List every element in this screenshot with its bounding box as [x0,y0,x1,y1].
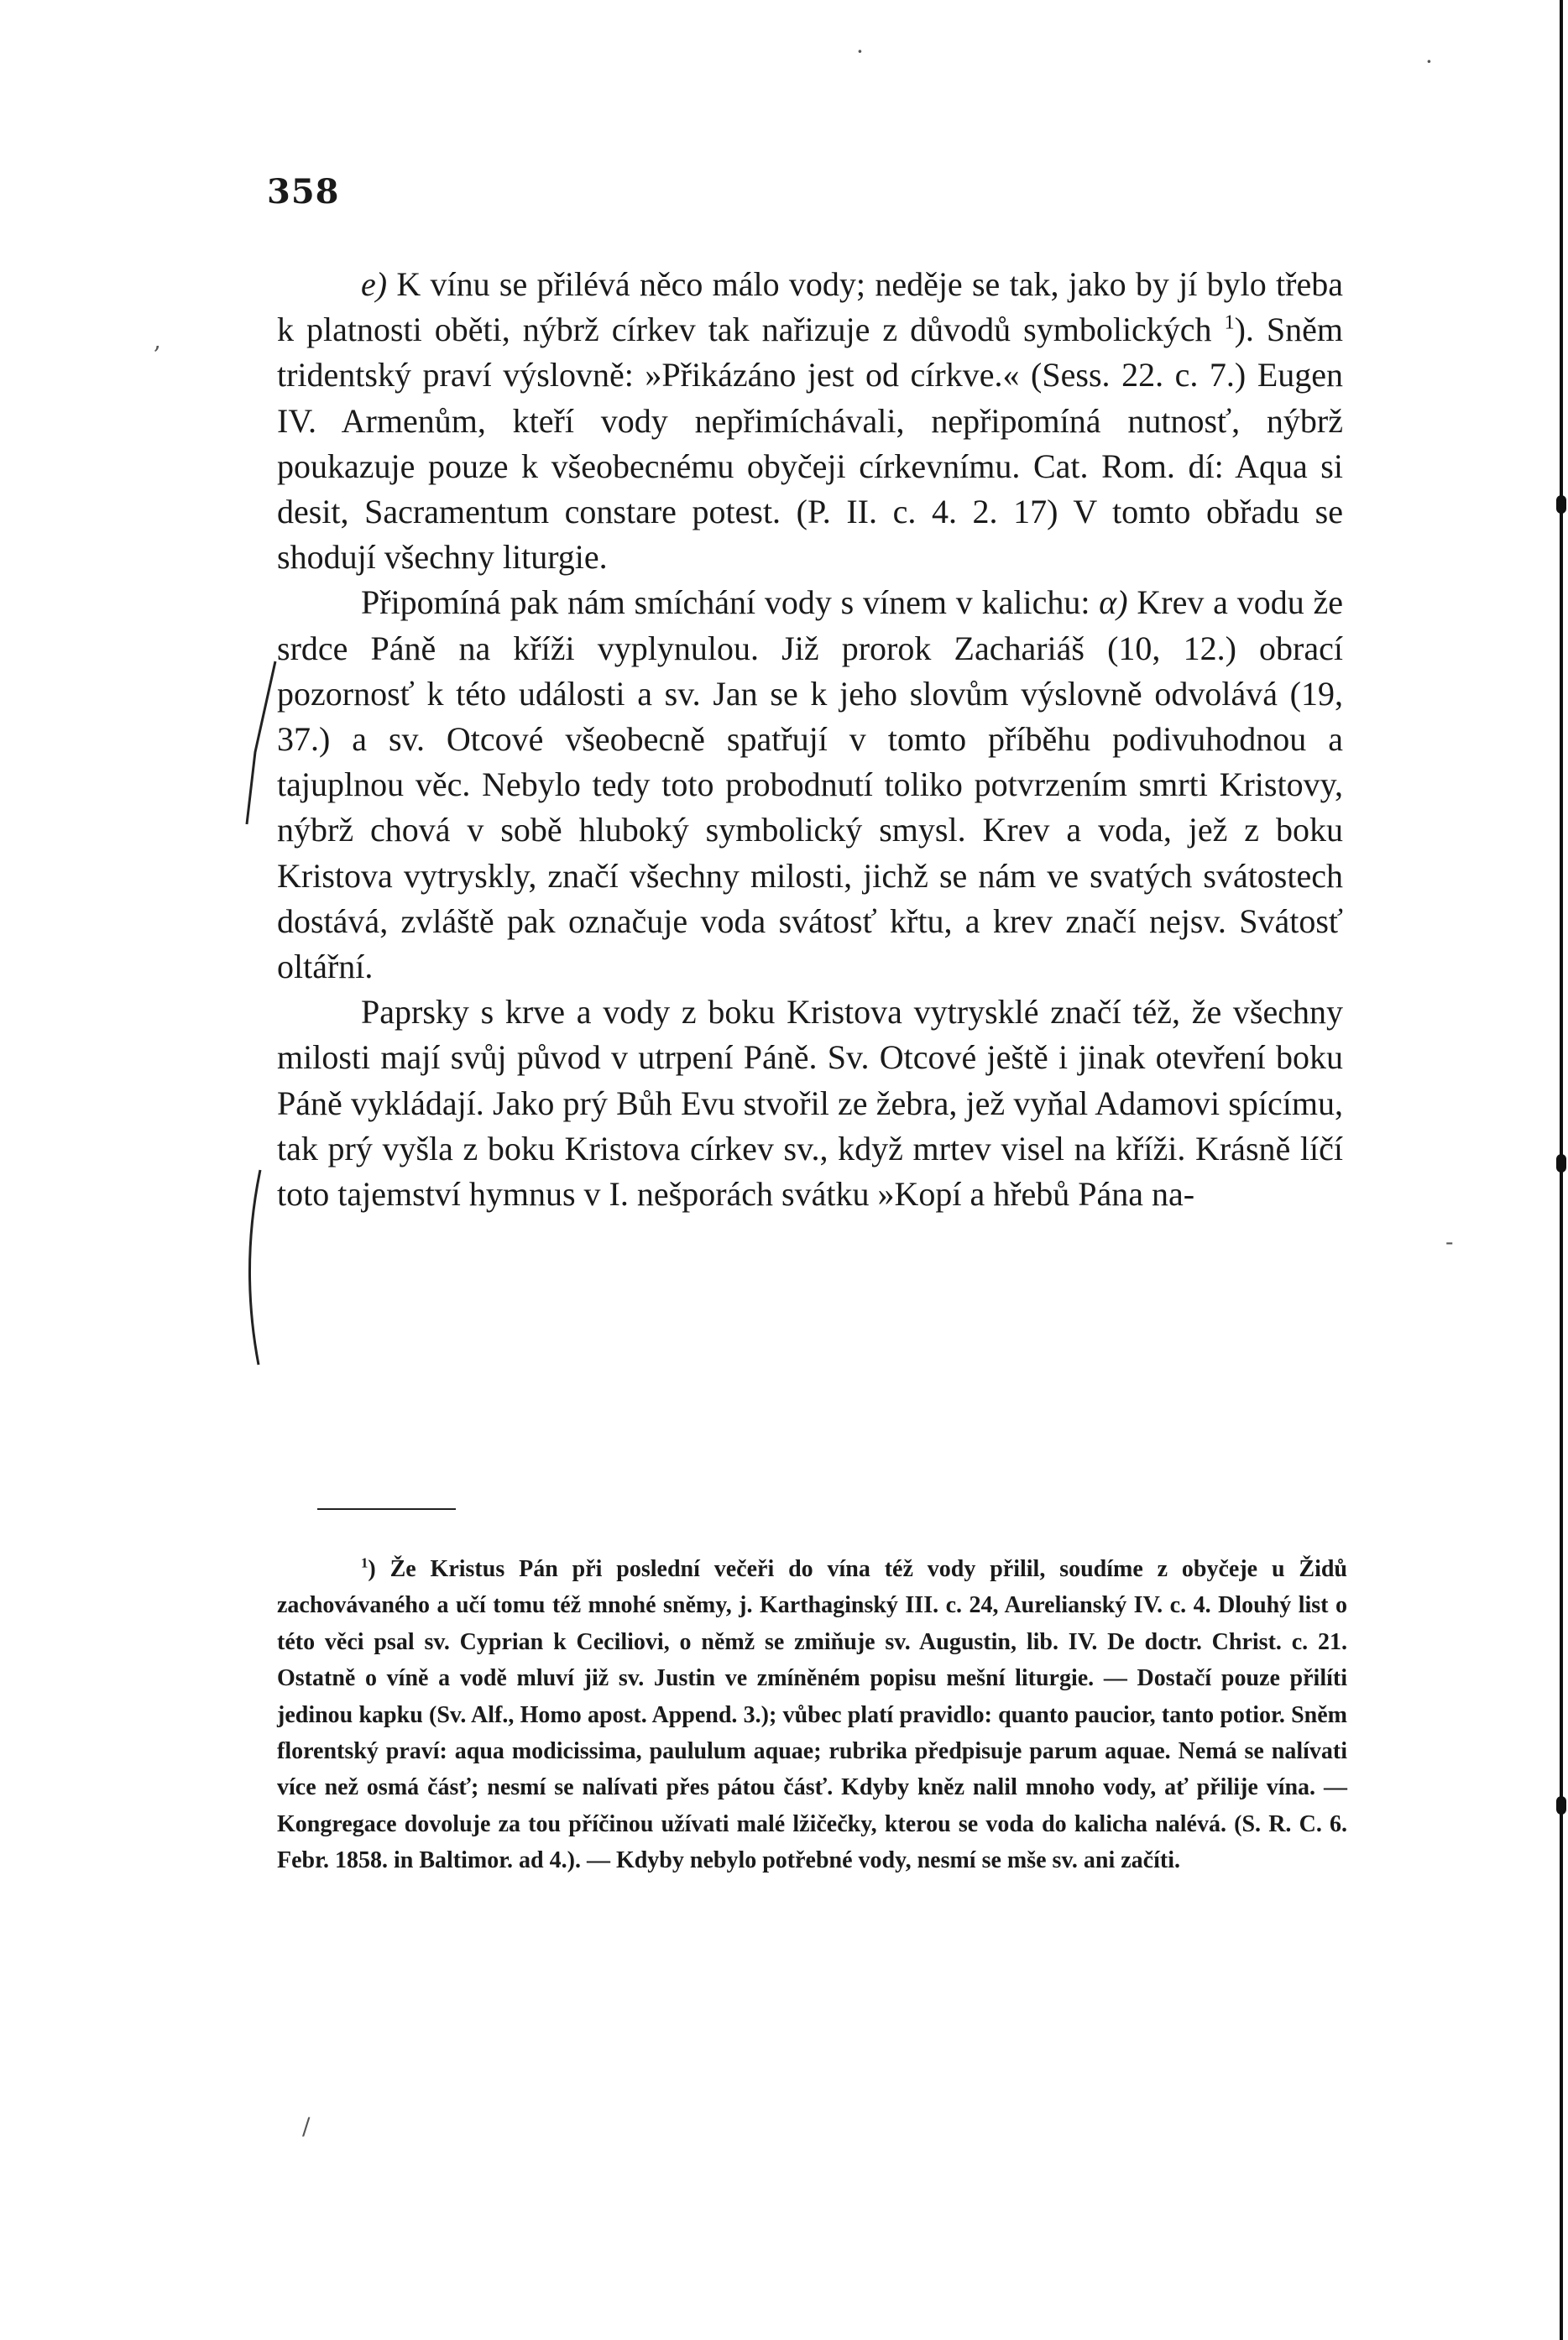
paragraph-text: Připomíná pak nám smíchání vody s vínem v kalichu: [361,583,1100,622]
page-edge-mark [1556,1154,1566,1173]
footnote-paragraph [277,1551,1347,1879]
item-letter: α) [1099,583,1128,622]
paragraph-text: ). Sněm tridentský praví výslovně: »Přikázáno jest od církve.« (Sess. 22. c. 7.) Eugen IV. Armenům, kteří vody nepřimíchávali, nepřipomíná nutnosť, nýbrž poukazuje pouze k všeobecnému obyčeji církevnímu. Cat. Rom. dí: Aqua si desit, Sacramentum constare potest. (P. II. c. 4. 2. 17) V tomto obřadu se shodují všechny liturgie. [277,311,1343,577]
scan-speck: · [1425,48,1433,76]
paragraph-text: Krev a vodu že srdce Páně na kříži vyplynulou. Již prorok Zachariáš (10, 12.) obrací pozornosť k této události a sv. Jan se k jeho slovům výslovně odvolává (19, 37.) a sv. Otcové všeobecně spatřují v tomto příběhu podivuhodnou a tajuplnou věc. Nebylo tedy toto probodnutí toliko potvrzením smrti Kristovy, nýbrž chová v sobě hluboký symbolický smysl. Krev a voda, jež z boku Kristova vytryskly, značí všechny milosti, jichž se nám ve svatých svátostech dostává, zvláště pak označuje voda svátosť křtu, a krev značí nejsv. Svátosť oltářní. [277,583,1343,986]
scan-speck: , [154,326,161,354]
paragraph [277,580,1343,990]
footnote-divider [317,1508,456,1510]
footnote-marker: 1 [361,1554,368,1571]
item-letter: e) [361,265,388,303]
page-edge-mark [1556,1796,1566,1815]
scan-speck: / [302,2113,311,2140]
paragraph-text: Paprsky s krve a vody z boku Kristova vytrysklé značí též, že všechny milosti mají svůj původ v utrpení Páně. Sv. Otcové ještě i jinak otevření boku Páně vykládají. Jako prý Bůh Evu stvořil ze žebra, jež vyňal Adamovi spícímu, tak prý vyšla z boku Kristova církev sv., když mrtev visel na kříži. Krásně líčí toto tajemství hymnus v I. nešporách svátku »Kopí a hřebů Pána na- [277,993,1343,1214]
scan-speck: - [1445,1228,1454,1256]
footnote-text: ) Že Kristus Pán při poslední večeři do vína též vody přilil, soudíme z obyčeje u Židů zachovávaného a učí tomu též mnohé sněmy, j. Karthaginský III. c. 24, Aurelianský IV. c. 4. Dlouhý list o této věci psal sv. Cyprian k Ceciliovi, o němž se zmiňuje sv. Augustin, lib. IV. De doctr. Christ. c. 21. Ostatně o víně a vodě mluví již sv. Justin ve zmíněném popisu mešní liturgie. — Dostačí pouze přilíti jedinou kapku (Sv. Alf., Homo apost. Append. 3.); vůbec platí pravidlo: quanto paucior, tanto potior. Sněm florentský praví: aqua modicissima, paululum aquae; rubrika předpisuje parum aquae. Nemá se nalívati více než osmá čásť; nesmí se nalívati přes pátou čásť. Kdyby kněz nalil mnoho vody, ať přilije vína. — Kongregace dovoluje za tou příčinou užívati malé lžičečky, kterou se voda do kalicha nalévá. (S. R. C. 6. Febr. 1858. in Baltimor. ad 4.). — Kdyby nebylo potřebné vody, nesmí se mše sv. ani začíti. [277,1556,1347,1874]
handwritten-margin-mark [243,660,285,828]
handwritten-margin-bracket [235,1167,269,1368]
page-edge-mark [1556,495,1566,514]
footnote [277,1551,1347,1879]
scan-speck: · [856,38,864,65]
paragraph [277,262,1343,580]
paragraph-text: K vínu se přilévá něco málo vody; neděje se tak, jako by jí bylo třeba k platnosti oběti, nýbrž církev tak nařizuje z důvodů symbolických [277,265,1343,349]
paragraph [277,990,1343,1217]
main-text [277,262,1343,1217]
page-number: 358 [267,172,340,212]
footnote-reference: 1 [1224,311,1235,334]
